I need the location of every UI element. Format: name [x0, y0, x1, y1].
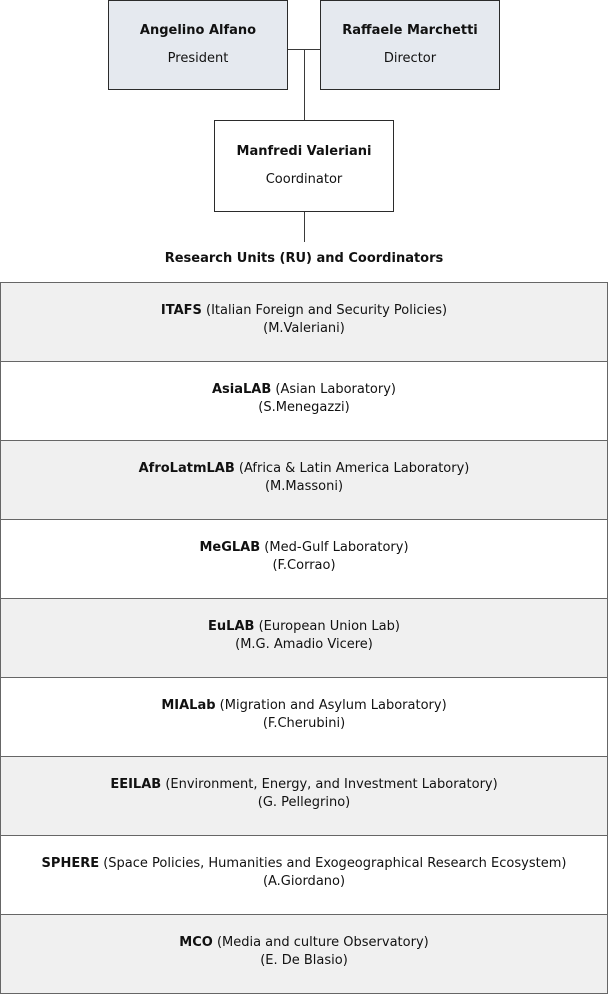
unit-asialab	[0, 362, 608, 441]
unit-code: AfroLatmLAB	[138, 461, 235, 476]
unit-coordinator: (M.Massoni)	[264, 479, 344, 494]
president-name: Angelino Alfano	[139, 23, 257, 38]
connector-to-coordinator	[304, 49, 305, 120]
unit-mialab	[0, 678, 608, 757]
units-heading: Research Units (RU) and Coordinators	[164, 251, 444, 266]
unit-code: MCO	[179, 935, 213, 950]
unit-desc: (Asian Laboratory)	[275, 382, 396, 397]
unit-sphere	[0, 836, 608, 915]
unit-desc: (Africa & Latin America Laboratory)	[238, 461, 470, 476]
unit-desc: (Med-Gulf Laboratory)	[264, 540, 409, 555]
coordinator-box	[214, 120, 394, 212]
unit-desc: (European Union Lab)	[258, 619, 400, 634]
coordinator-role: Coordinator	[265, 172, 343, 187]
unit-desc: (Migration and Asylum Laboratory)	[219, 698, 447, 713]
unit-coordinator: (G. Pellegrino)	[257, 795, 351, 810]
president-role: President	[167, 51, 229, 66]
unit-coordinator: (A.Giordano)	[262, 874, 346, 889]
unit-eulab	[0, 599, 608, 678]
unit-coordinator: (M.G. Amadio Vicere)	[235, 637, 373, 652]
unit-desc: (Environment, Energy, and Investment Laboratory)	[165, 777, 498, 792]
director-role: Director	[383, 51, 437, 66]
connector-to-units	[304, 212, 305, 242]
unit-code: AsiaLAB	[212, 382, 272, 397]
unit-code: MeGLAB	[199, 540, 261, 555]
unit-code: EEILAB	[110, 777, 162, 792]
unit-coordinator: (M.Valeriani)	[263, 321, 345, 336]
director-name: Raffaele Marchetti	[342, 23, 478, 38]
unit-coordinator: (S.Menegazzi)	[258, 400, 350, 415]
unit-mco	[0, 915, 608, 994]
unit-desc: (Media and culture Observatory)	[216, 935, 429, 950]
unit-coordinator: (F.Cherubini)	[262, 716, 346, 731]
unit-coordinator: (E. De Blasio)	[260, 953, 348, 968]
unit-code: SPHERE	[41, 856, 100, 871]
unit-desc: (Space Policies, Humanities and Exogeographical Research Ecosystem)	[103, 856, 567, 871]
president-box	[108, 0, 288, 90]
unit-meglab	[0, 520, 608, 599]
unit-desc: (Italian Foreign and Security Policies)	[206, 303, 448, 318]
units-list	[0, 282, 608, 994]
unit-eeilab	[0, 757, 608, 836]
unit-code: MIALab	[161, 698, 216, 713]
coordinator-name: Manfredi Valeriani	[236, 144, 372, 159]
unit-itafs	[0, 283, 608, 362]
unit-code: EuLAB	[208, 619, 255, 634]
unit-afrolatmlab	[0, 441, 608, 520]
director-box	[320, 0, 500, 90]
unit-code: ITAFS	[160, 303, 202, 318]
unit-coordinator: (F.Corrao)	[272, 558, 336, 573]
